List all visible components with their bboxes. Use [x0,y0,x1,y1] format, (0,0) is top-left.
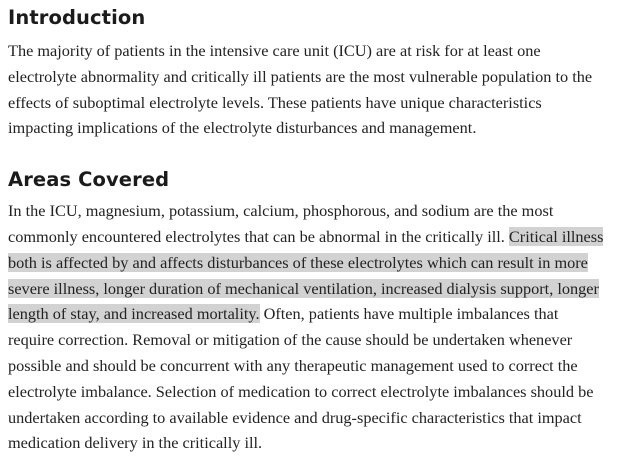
text-line: electrolyte imbalance. Selection of medication to correct electrolyte imbalances should be [8,381,594,401]
text-line: require correction. Removal or mitigation of the cause should be undertaken whenever [8,330,573,350]
highlighted-text[interactable]: length of stay, and increased mortality. [8,304,260,324]
text-line: effects of suboptimal electrolyte levels. These patients have unique characteristics [8,92,542,112]
text-line: commonly encountered electrolytes that can be abnormal in the critically ill. [8,226,509,246]
areas-covered-paragraph [8,198,636,456]
text-line: electrolyte abnormality and critically ill patients are the most vulnerable population to the [8,66,593,86]
text-line: Often, patients have multiple imbalances that [259,304,559,324]
highlighted-text[interactable]: both is affected by and affects disturbances of these electrolytes which can result in more [8,252,588,272]
text-line: impacting implications of the electrolyte disturbances and management. [8,118,477,138]
areas-covered-heading: Areas Covered [8,168,170,192]
highlighted-text[interactable]: Critical illness [508,226,604,246]
text-line: possible and should be concurrent with any therapeutic management used to correct the [8,355,578,375]
introduction-heading: Introduction [8,6,146,29]
introduction-paragraph [8,38,636,141]
text-line: The majority of patients in the intensive care unit (ICU) are at risk for at least one [8,41,541,60]
text-line: medication delivery in the critically ill. [8,433,263,453]
article-body [8,0,636,456]
highlighted-text[interactable]: severe illness, longer duration of mechanical ventilation, increased dialysis support, longer [8,278,599,298]
text-line: undertaken according to available evidence and drug-specific characteristics that impact [8,407,582,427]
text-line: In the ICU, magnesium, potassium, calcium, phosphorous, and sodium are the most [8,201,554,221]
